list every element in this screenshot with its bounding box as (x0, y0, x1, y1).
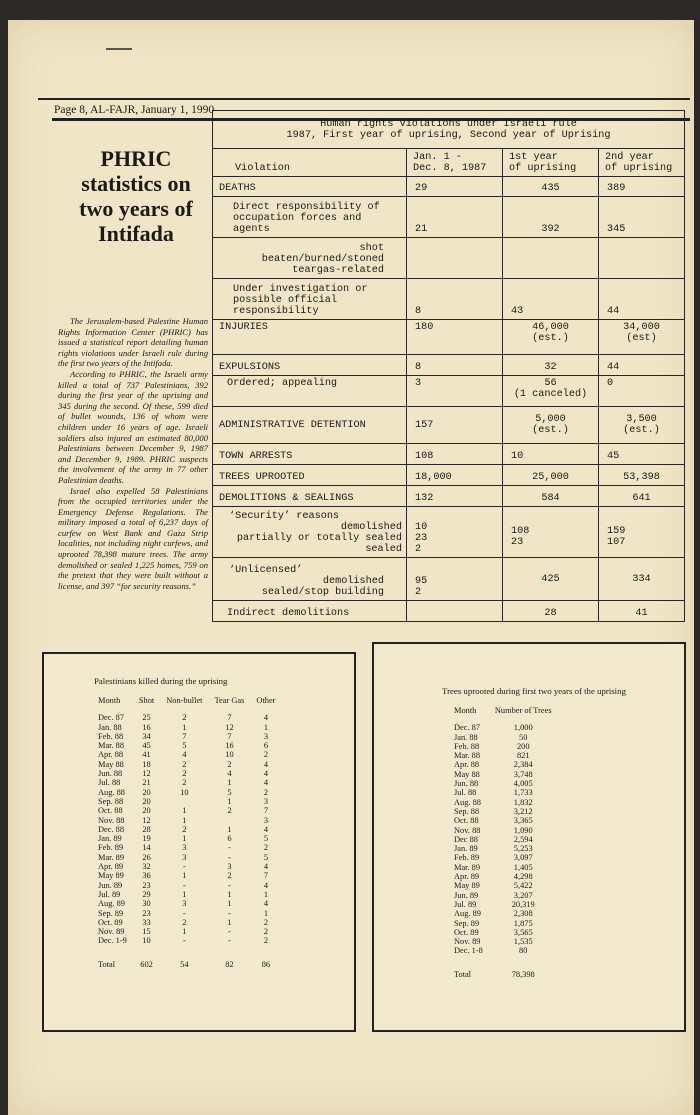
table-cell: 32 (142, 862, 151, 872)
table-row: DEMOLITIONS & SEALINGS 132 584 641 (213, 486, 685, 507)
table-cell: Dec. 87 (454, 723, 481, 733)
row-label: Direct responsibility of occupation forces and agents (213, 197, 407, 238)
table-row (454, 909, 564, 918)
table-cell: Oct. 89 (98, 917, 123, 927)
table-row (92, 778, 281, 787)
table-row: Under investigation or possible official responsibility 8 43 44 (213, 279, 685, 320)
table-cell: 28 (142, 824, 151, 834)
killed-box (42, 652, 356, 1032)
table-cell: 3 (227, 862, 232, 872)
table-row: ‘Unlicensed’ demolished sealed/stop building 95 2 425 334 (213, 558, 685, 601)
table-cell: 5,253 (513, 844, 533, 854)
table-cell: Apr. 88 (98, 750, 124, 760)
table-cell: Jan. 88 (98, 722, 122, 732)
table-cell: 12 (142, 769, 151, 779)
table-cell: 23 (142, 908, 151, 918)
table-row (92, 825, 281, 834)
row-label: shot beaten/burned/stoned teargas-related (213, 238, 407, 279)
column-header: Other (256, 696, 276, 705)
column-header: Non-bullet (166, 696, 203, 705)
table-cell: 20 (142, 787, 151, 797)
table-cell: Jun. 88 (454, 779, 479, 789)
total-cell: 78,398 (511, 969, 535, 979)
table-cell: 5 (227, 787, 232, 797)
table-cell: Apr. 88 (454, 760, 480, 770)
killed-table (92, 696, 281, 969)
violations-table (212, 110, 685, 622)
table-cell: 2 (182, 917, 187, 927)
table-cell: 2 (263, 936, 269, 946)
trees-box (372, 642, 686, 1032)
table-cell: 3 (263, 796, 269, 806)
table-cell: Dec. 1-8 (454, 946, 483, 956)
total-row (454, 956, 564, 979)
table-cell: 3,565 (513, 927, 533, 937)
table-cell: 7 (182, 731, 187, 741)
table-cell: Apr. 89 (454, 872, 480, 882)
table-row (92, 853, 281, 862)
table-row (92, 806, 281, 815)
table-cell: 33 (142, 917, 151, 927)
table-cell: Aug. 88 (98, 787, 125, 797)
table-row (92, 927, 281, 936)
table-cell: 1,733 (513, 788, 533, 798)
headline: PHRIC statistics on two years of Intifada (79, 146, 193, 246)
column-header: Month (454, 706, 477, 715)
table-cell: Nov. 88 (98, 815, 125, 825)
total-cell: 602 (140, 959, 153, 969)
row-label: DEMOLITIONS & SEALINGS (213, 486, 407, 507)
table-cell: 4 (263, 880, 269, 890)
table-cell: 1 (227, 899, 232, 909)
table-cell: May 89 (98, 871, 124, 881)
table-cell: Mar. 88 (98, 741, 125, 751)
row-label: DEATHS (213, 177, 407, 197)
table-cell: 4 (182, 750, 187, 760)
top-rule (38, 98, 690, 100)
table-cell: 1 (227, 889, 232, 899)
header-col3: 2nd year of uprising (599, 149, 685, 177)
total-cell: 82 (225, 959, 234, 969)
table-cell: 3,365 (513, 816, 533, 826)
row-label: ‘Security’ reasons demolished partially or totally sealed sealed (213, 507, 407, 558)
table-cell: 1,535 (513, 937, 533, 947)
table-cell: 16 (142, 722, 151, 732)
table-cell: 3 (263, 815, 269, 825)
table-cell: 26 (142, 852, 151, 862)
table-cell: 4 (227, 769, 232, 779)
table-cell: 2 (182, 769, 187, 779)
table-row (92, 788, 281, 797)
table-cell: 2 (227, 806, 232, 816)
table-cell: - (228, 936, 231, 946)
table-cell: Sep. 88 (98, 796, 124, 806)
row-label: INJURIES (213, 320, 407, 355)
table-cell: 20 (142, 806, 151, 816)
table-cell: 36 (142, 871, 151, 881)
table-cell: 20 (142, 796, 151, 806)
table-cell: Nov. 89 (454, 937, 481, 947)
table-cell: 1,000 (513, 723, 533, 733)
table-cell: Apr. 89 (98, 862, 124, 872)
table-cell: 4 (263, 759, 269, 769)
table-row: TREES UPROOTED 18,000 25,000 53,398 (213, 465, 685, 486)
table-cell: 1 (227, 917, 232, 927)
article-paragraph: According to PHRIC, the Israeli army killed a total of 737 Palestinians, 392 during the first year of the uprising and 345 during the second. Of these, 599 died of bullet wounds, 136 of whom were children under 16 years of age. Israeli soldiers also injured an estimated 80,000 Palestinians between December 9, 1987 and December 9, 1989. PHRIC suspects the involvement of the army in 77 other Palestinian deaths. (58, 368, 208, 485)
table-cell: 1 (227, 796, 232, 806)
table-cell: 18 (142, 759, 151, 769)
table-cell: Jul. 88 (454, 788, 477, 798)
table-row: Direct responsibility of occupation forces and agents 21 392 345 (213, 197, 685, 238)
table-row (454, 928, 564, 937)
table-row (454, 872, 564, 881)
table-cell: 6 (227, 834, 232, 844)
table-header-row (454, 706, 564, 723)
table-row (454, 863, 564, 872)
table-cell: Dec 88 (454, 834, 478, 844)
table-row: TOWN ARRESTS 108 10 45 (213, 444, 685, 465)
table-row: DEATHS 29 435 389 (213, 177, 685, 197)
header-col2: 1st year of uprising (503, 149, 599, 177)
table-cell: 6 (263, 741, 269, 751)
table-cell: Feb. 88 (454, 741, 480, 751)
table-cell: 14 (142, 843, 151, 853)
article-body (58, 316, 208, 591)
table-cell: - (182, 862, 186, 872)
table-header-row (213, 149, 685, 177)
table-cell: 29 (142, 889, 151, 899)
table-cell: 34 (142, 731, 151, 741)
table-cell: 2 (263, 843, 269, 853)
table-cell: 10 (180, 787, 189, 797)
table-cell: 1 (227, 824, 232, 834)
row-label: EXPULSIONS (213, 355, 407, 376)
table-cell: 7 (227, 731, 232, 741)
row-label: Ordered; appealing (213, 376, 407, 407)
table-row (92, 713, 281, 722)
table-cell: Aug. 89 (454, 909, 481, 919)
table-row (92, 769, 281, 778)
table-cell: 1 (227, 778, 232, 788)
table-cell: 12 (225, 722, 234, 732)
table-cell: Sep. 89 (454, 918, 480, 928)
table-cell: 23 (142, 880, 151, 890)
table-cell: 7 (263, 806, 269, 816)
table-cell: 1 (182, 834, 187, 844)
table-cell: 2 (182, 713, 187, 723)
table-row (92, 890, 281, 899)
table-cell: - (182, 936, 186, 946)
table-cell: 200 (516, 741, 530, 751)
table-cell: 1 (182, 722, 187, 732)
table-cell: 5 (263, 852, 269, 862)
table-cell: 1 (263, 722, 269, 732)
page-header: Page 8, AL-FAJR, January 1, 1990 (54, 104, 215, 116)
table-cell: 10 (142, 936, 151, 946)
table-row (92, 760, 281, 769)
row-label: Indirect demolitions (213, 601, 407, 622)
table-cell: 2 (263, 917, 269, 927)
table-cell: 1,875 (513, 918, 533, 928)
table-cell: 45 (142, 741, 151, 751)
table-cell: 1,405 (513, 862, 533, 872)
table-row (454, 853, 564, 862)
table-row (92, 741, 281, 750)
table-cell: Jul. 88 (98, 778, 121, 788)
table-cell: Jan. 89 (454, 844, 478, 854)
table-row: INJURIES 180 46,000 (est.) 34,000 (est) (213, 320, 685, 355)
table-row (454, 826, 564, 835)
table-cell: 1 (263, 889, 269, 899)
table-cell: Jan. 88 (454, 732, 478, 742)
table-cell: Feb. 89 (98, 843, 124, 853)
table-row (454, 798, 564, 807)
table-row: ‘Security’ reasons demolished partially or totally sealed sealed 10 23 2 108 23 159 107 (213, 507, 685, 558)
table-cell: 2 (227, 759, 232, 769)
table-row (92, 871, 281, 880)
table-row (454, 779, 564, 788)
killed-box-title: Palestinians killed during the uprising (94, 676, 228, 686)
table-cell: 3,748 (513, 769, 533, 779)
table-row (454, 723, 564, 732)
table-cell: 1,090 (513, 825, 533, 835)
table-header-row (92, 696, 281, 713)
table-cell: 4 (263, 862, 269, 872)
table-row (92, 843, 281, 852)
table-cell: 4 (263, 899, 269, 909)
table-row (454, 937, 564, 946)
table-cell: 2 (182, 759, 187, 769)
table-row (454, 835, 564, 844)
column-header: Month (98, 696, 121, 705)
table-cell: Jul. 89 (454, 899, 477, 909)
table-cell: 1 (182, 927, 187, 937)
table-row (92, 936, 281, 945)
table-cell: 3 (182, 852, 187, 862)
table-row (454, 733, 564, 742)
table-cell: 41 (142, 750, 151, 760)
table-cell: 2 (263, 927, 269, 937)
table-cell: 15 (142, 927, 151, 937)
table-cell: 821 (516, 751, 530, 761)
table-row (92, 750, 281, 759)
table-row (454, 770, 564, 779)
table-cell: Aug. 89 (98, 899, 125, 909)
table-cell: 4 (263, 713, 269, 723)
table-cell: - (182, 880, 186, 890)
table-cell: 50 (519, 732, 528, 742)
table-cell: Oct. 88 (454, 816, 479, 826)
table-cell: 1 (182, 871, 187, 881)
row-label: ‘Unlicensed’ demolished sealed/stop building (213, 558, 407, 601)
table-cell: Oct. 89 (454, 927, 479, 937)
table-cell: 25 (142, 713, 151, 723)
table-cell: Nov. 89 (98, 927, 125, 937)
table-row (454, 900, 564, 909)
table-row (92, 816, 281, 825)
table-row: EXPULSIONS 8 32 44 (213, 355, 685, 376)
table-cell: May 88 (98, 759, 124, 769)
table-cell: 1 (182, 806, 187, 816)
total-cell: Total (454, 969, 472, 979)
table-row (454, 807, 564, 816)
table-row (92, 909, 281, 918)
header-violation: Violation (213, 149, 407, 177)
total-cell: 86 (261, 959, 271, 969)
table-row (92, 881, 281, 890)
table-cell: - (228, 843, 231, 853)
table-cell: - (228, 852, 231, 862)
table-cell: - (228, 880, 231, 890)
total-row (92, 946, 281, 969)
table-title: Human rights violations under Israeli rule 1987, First year of uprising, Second year of Uprising (213, 111, 685, 149)
total-cell: Total (98, 959, 116, 969)
table-row (454, 742, 564, 751)
table-cell: Jan. 89 (98, 834, 122, 844)
table-row (454, 751, 564, 760)
table-cell: Jun. 89 (98, 880, 123, 890)
article-paragraph: Israel also expelled 58 Palestinians from the occupied territories under the Emergency Defense Regulations. The military imposed a total of 6,237 days of curfew on West Bank and Gaza Strip localities, not including night curfews, and uprooted 78,398 mature trees. The army demolished or sealed 1,225 homes, 759 on the pretext that they were built without a license, and 397 “for security reasons.” (58, 485, 208, 591)
table-cell: 3 (263, 731, 269, 741)
table-row: ADMINISTRATIVE DETENTION 157 5,000 (est.) 3,500 (est.) (213, 407, 685, 444)
table-cell: 2,308 (513, 909, 533, 919)
table-row: Ordered; appealing 3 56 (1 canceled) 0 (213, 376, 685, 407)
table-cell: 80 (519, 946, 528, 956)
table-cell: 19 (142, 834, 151, 844)
table-cell: Feb. 88 (98, 731, 124, 741)
table-cell: 3,207 (513, 890, 533, 900)
table-cell: 2 (263, 787, 269, 797)
table-cell: 20,319 (511, 899, 535, 909)
table-cell: 12 (142, 815, 151, 825)
table-cell: 7 (263, 871, 269, 881)
table-cell: 3,097 (513, 853, 533, 863)
trees-table (454, 706, 564, 979)
table-cell: 5 (182, 741, 187, 751)
table-cell: 2 (227, 871, 232, 881)
table-cell (160, 797, 208, 806)
table-row (454, 760, 564, 769)
row-label: TREES UPROOTED (213, 465, 407, 486)
table-cell: Nov. 88 (454, 825, 481, 835)
table-cell: Mar. 89 (454, 862, 481, 872)
table-row (92, 723, 281, 732)
table-row (92, 899, 281, 908)
table-cell: 2 (182, 824, 187, 834)
table-row: Indirect demolitions 28 41 (213, 601, 685, 622)
table-cell: 1 (182, 889, 187, 899)
table-cell: Mar. 89 (98, 852, 125, 862)
table-cell: 4,005 (513, 779, 533, 789)
table-cell: 2 (263, 750, 269, 760)
table-row (213, 238, 685, 279)
table-row (454, 788, 564, 797)
table-row (92, 797, 281, 806)
table-cell: 4 (263, 778, 269, 788)
column-header: Shot (138, 696, 155, 705)
table-cell: 16 (225, 741, 234, 751)
table-cell: 4 (263, 769, 269, 779)
header-col1: Jan. 1 - Dec. 8, 1987 (407, 149, 503, 177)
trees-box-title: Trees uprooted during first two years of the uprising (442, 686, 626, 696)
table-row (92, 732, 281, 741)
table-cell: 3 (182, 899, 187, 909)
table-cell: 3 (182, 843, 187, 853)
table-cell: May 88 (454, 769, 480, 779)
table-cell: 4 (263, 824, 269, 834)
table-cell: 5 (263, 834, 269, 844)
table-cell: Sep. 89 (98, 908, 124, 918)
table-cell: 21 (142, 778, 151, 788)
article-paragraph: The Jerusalem-based Palestine Human Rights Information Center (PHRIC) has issued a statistical report detailing human rights violations under Israeli rule during the first two years of the Intifada. (58, 316, 208, 369)
table-cell: 2,384 (513, 760, 533, 770)
table-cell: Mar. 88 (454, 751, 481, 761)
table-row (454, 844, 564, 853)
table-cell: 10 (225, 750, 234, 760)
table-cell: Dec. 87 (98, 713, 125, 723)
table-cell: Feb. 89 (454, 853, 480, 863)
total-cell: 54 (180, 959, 189, 969)
table-cell: 1 (182, 815, 187, 825)
row-label: TOWN ARRESTS (213, 444, 407, 465)
table-cell: Sep. 88 (454, 806, 480, 816)
table-cell: May 89 (454, 881, 480, 891)
table-cell: 2,594 (513, 834, 533, 844)
table-cell: 1 (263, 908, 269, 918)
table-cell: 30 (142, 899, 151, 909)
table-cell (209, 816, 251, 825)
table-cell: Oct. 88 (98, 806, 123, 816)
table-cell: Dec. 88 (98, 824, 125, 834)
table-cell: 1,832 (513, 797, 533, 807)
print-mark (106, 48, 132, 50)
table-cell: Jun. 88 (98, 769, 123, 779)
table-row (454, 946, 564, 955)
row-label: Under investigation or possible official responsibility (213, 279, 407, 320)
table-cell: - (228, 908, 231, 918)
table-cell: 4,298 (513, 872, 533, 882)
table-cell: Aug. 88 (454, 797, 481, 807)
table-row (92, 918, 281, 927)
table-row (454, 881, 564, 890)
table-cell: - (228, 927, 231, 937)
table-cell: Jun. 89 (454, 890, 479, 900)
table-row (454, 891, 564, 900)
table-row (454, 816, 564, 825)
table-cell: Dec. 1-9 (98, 936, 127, 946)
table-cell: - (182, 908, 186, 918)
column-header: Tear Gas (214, 696, 245, 705)
table-row (454, 919, 564, 928)
table-row (92, 834, 281, 843)
table-cell: Jul. 89 (98, 889, 121, 899)
table-cell: 2 (182, 778, 187, 788)
row-label: ADMINISTRATIVE DETENTION (213, 407, 407, 444)
table-cell: 5,422 (513, 881, 533, 891)
table-row (92, 862, 281, 871)
table-cell: 7 (227, 713, 232, 723)
column-header: Number of Trees (494, 706, 552, 715)
table-cell: 3,212 (513, 806, 533, 816)
